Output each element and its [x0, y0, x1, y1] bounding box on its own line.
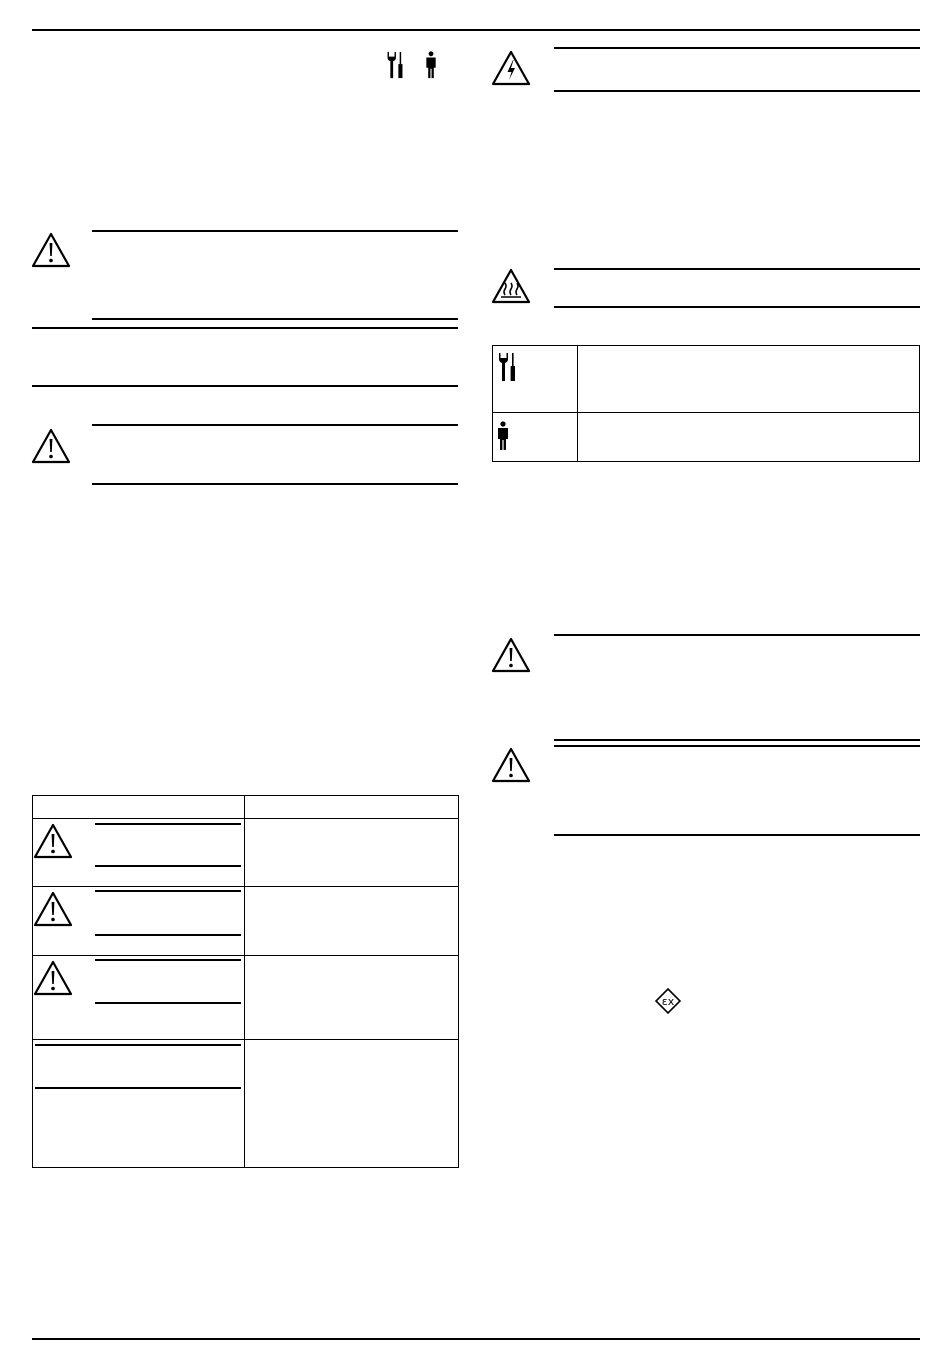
warning-rule-top — [92, 230, 458, 232]
warning-triangle-icon — [491, 747, 531, 783]
warning-rule-bottom — [554, 306, 920, 308]
warning-triangle-icon — [31, 232, 71, 268]
hazard-label-rule — [95, 823, 241, 825]
hazard-label-rule — [95, 1002, 241, 1004]
warning-rule-bottom — [92, 318, 458, 320]
warning-rule-bottom — [92, 483, 458, 485]
symbol-table — [492, 345, 920, 462]
hazard-table — [32, 795, 459, 1168]
hazard-table-header-row — [32, 818, 459, 819]
warning-rule-top — [92, 424, 458, 426]
hazard-label-rule — [95, 934, 241, 936]
symbol-table-divider — [577, 345, 578, 462]
hazard-label-rule — [95, 959, 241, 961]
warning-triangle-icon — [33, 891, 73, 927]
hot-surface-icon — [491, 268, 531, 304]
section-rule — [32, 385, 458, 387]
hazard-label-rule — [35, 1087, 241, 1089]
electrical-hazard-icon — [491, 50, 531, 86]
warning-rule-top — [554, 634, 920, 636]
section-rule — [32, 327, 458, 329]
hazard-table-divider — [244, 795, 245, 1168]
hazard-table-row-divider — [32, 955, 459, 956]
person-icon — [424, 51, 438, 79]
wrench-screwdriver-icon — [385, 51, 405, 79]
warning-rule-top — [554, 268, 920, 270]
hazard-label-rule — [95, 890, 241, 892]
wrench-screwdriver-icon — [497, 352, 517, 382]
warning-rule-top — [554, 745, 920, 747]
hazard-label-rule — [35, 1044, 241, 1046]
hazard-table-row-divider — [32, 1039, 459, 1040]
footer-rule — [32, 1338, 920, 1340]
warning-rule-top — [554, 739, 920, 741]
warning-rule-bottom — [554, 834, 920, 836]
person-icon — [496, 420, 510, 452]
header-rule — [32, 29, 920, 31]
warning-triangle-icon — [31, 428, 71, 464]
symbol-table-row-divider — [492, 412, 920, 413]
hazard-table-row-divider — [32, 886, 459, 887]
ex-explosion-proof-icon — [655, 988, 681, 1014]
hazard-label-rule — [95, 865, 241, 867]
warning-rule-bottom — [554, 90, 920, 92]
warning-triangle-icon — [33, 823, 73, 859]
warning-triangle-icon — [491, 637, 531, 673]
warning-triangle-icon — [33, 960, 73, 996]
warning-rule-top — [554, 47, 920, 49]
